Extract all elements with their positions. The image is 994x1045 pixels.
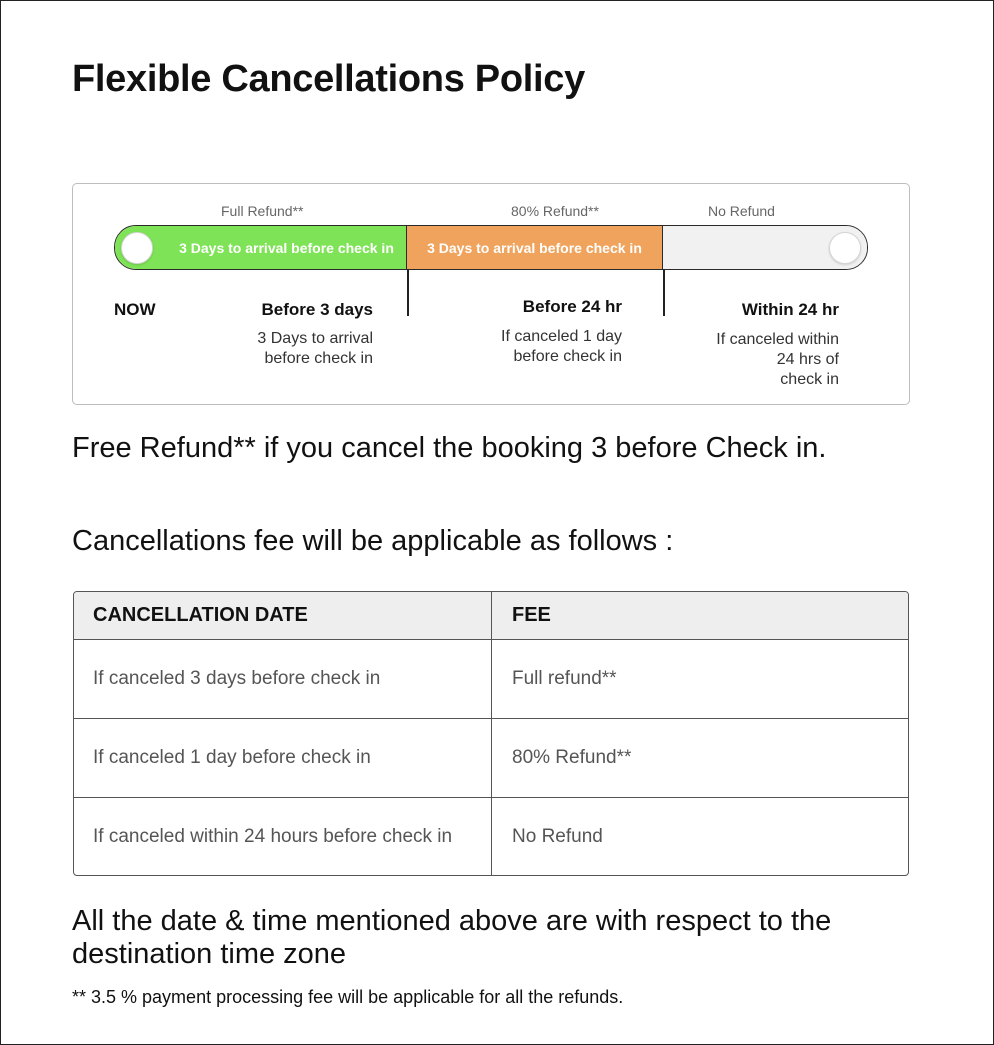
table-row — [74, 640, 908, 719]
cancellation-date-cell: If canceled 1 day before check in — [93, 747, 371, 768]
fee-intro-heading: Cancellations fee will be applicable as follows : — [72, 525, 674, 557]
mark-before-3-days-desc-line: 3 Days to arrival — [257, 330, 373, 347]
mark-now-title: NOW — [114, 300, 156, 319]
free-refund-statement: Free Refund** if you cancel the booking 3 before Check in. — [72, 432, 827, 464]
fee-cell: Full refund** — [491, 640, 908, 718]
timezone-note: All the date & time mentioned above are with respect to the destination time zone — [72, 905, 832, 970]
mark-within-24-hr-desc-line: check in — [780, 371, 839, 388]
segment-label-partial-refund: 80% Refund** — [511, 203, 599, 219]
table-row — [74, 798, 908, 875]
timeline-end-handle — [829, 232, 861, 264]
mark-before-24-hr-desc-line: before check in — [513, 348, 622, 365]
timeline-start-handle — [121, 232, 153, 264]
mark-before-24-hr-desc-line: If canceled 1 day — [501, 328, 622, 345]
cancellation-date-cell: If canceled 3 days before check in — [93, 668, 381, 689]
page-title: Flexible Cancellations Policy — [72, 58, 585, 100]
processing-fee-note: ** 3.5 % payment processing fee will be applicable for all the refunds. — [72, 987, 624, 1007]
cancellation-fee-table — [73, 591, 909, 876]
mark-before-24-hr-title: Before 24 hr — [522, 297, 622, 316]
mark-within-24-hr-desc-line: If canceled within — [716, 331, 839, 348]
mark-before-3-days-desc — [257, 329, 373, 369]
mark-before-24-hr-desc — [501, 327, 622, 367]
tick-before-3-days — [407, 269, 409, 316]
refund-timeline-bar — [114, 225, 868, 270]
fee-cell: 80% Refund** — [491, 719, 908, 797]
mark-before-3-days-title: Before 3 days — [261, 300, 373, 319]
fee-cell: No Refund — [491, 798, 908, 875]
mark-before-3-days-desc-line: before check in — [264, 350, 373, 367]
cancellation-date-cell: If canceled within 24 hours before check in — [93, 825, 453, 847]
tick-before-24-hr — [663, 269, 665, 316]
segment-partial-refund — [407, 226, 663, 269]
column-header-cancellation-date: CANCELLATION DATE — [93, 604, 308, 626]
table-row — [74, 719, 908, 798]
segment-full-refund-text: 3 Days to arrival before check in — [179, 239, 394, 256]
segment-label-full-refund: Full Refund** — [221, 203, 304, 219]
refund-timeline-card — [72, 183, 910, 405]
column-header-fee: FEE — [491, 592, 908, 639]
table-header-row — [74, 592, 908, 640]
mark-within-24-hr-desc-line: 24 hrs of — [776, 351, 839, 368]
segment-full-refund — [115, 226, 407, 269]
mark-within-24-hr-title: Within 24 hr — [741, 300, 839, 319]
segment-label-no-refund: No Refund — [708, 203, 775, 219]
mark-within-24-hr-desc — [716, 330, 839, 390]
segment-partial-refund-text: 3 Days to arrival before check in — [427, 239, 642, 256]
